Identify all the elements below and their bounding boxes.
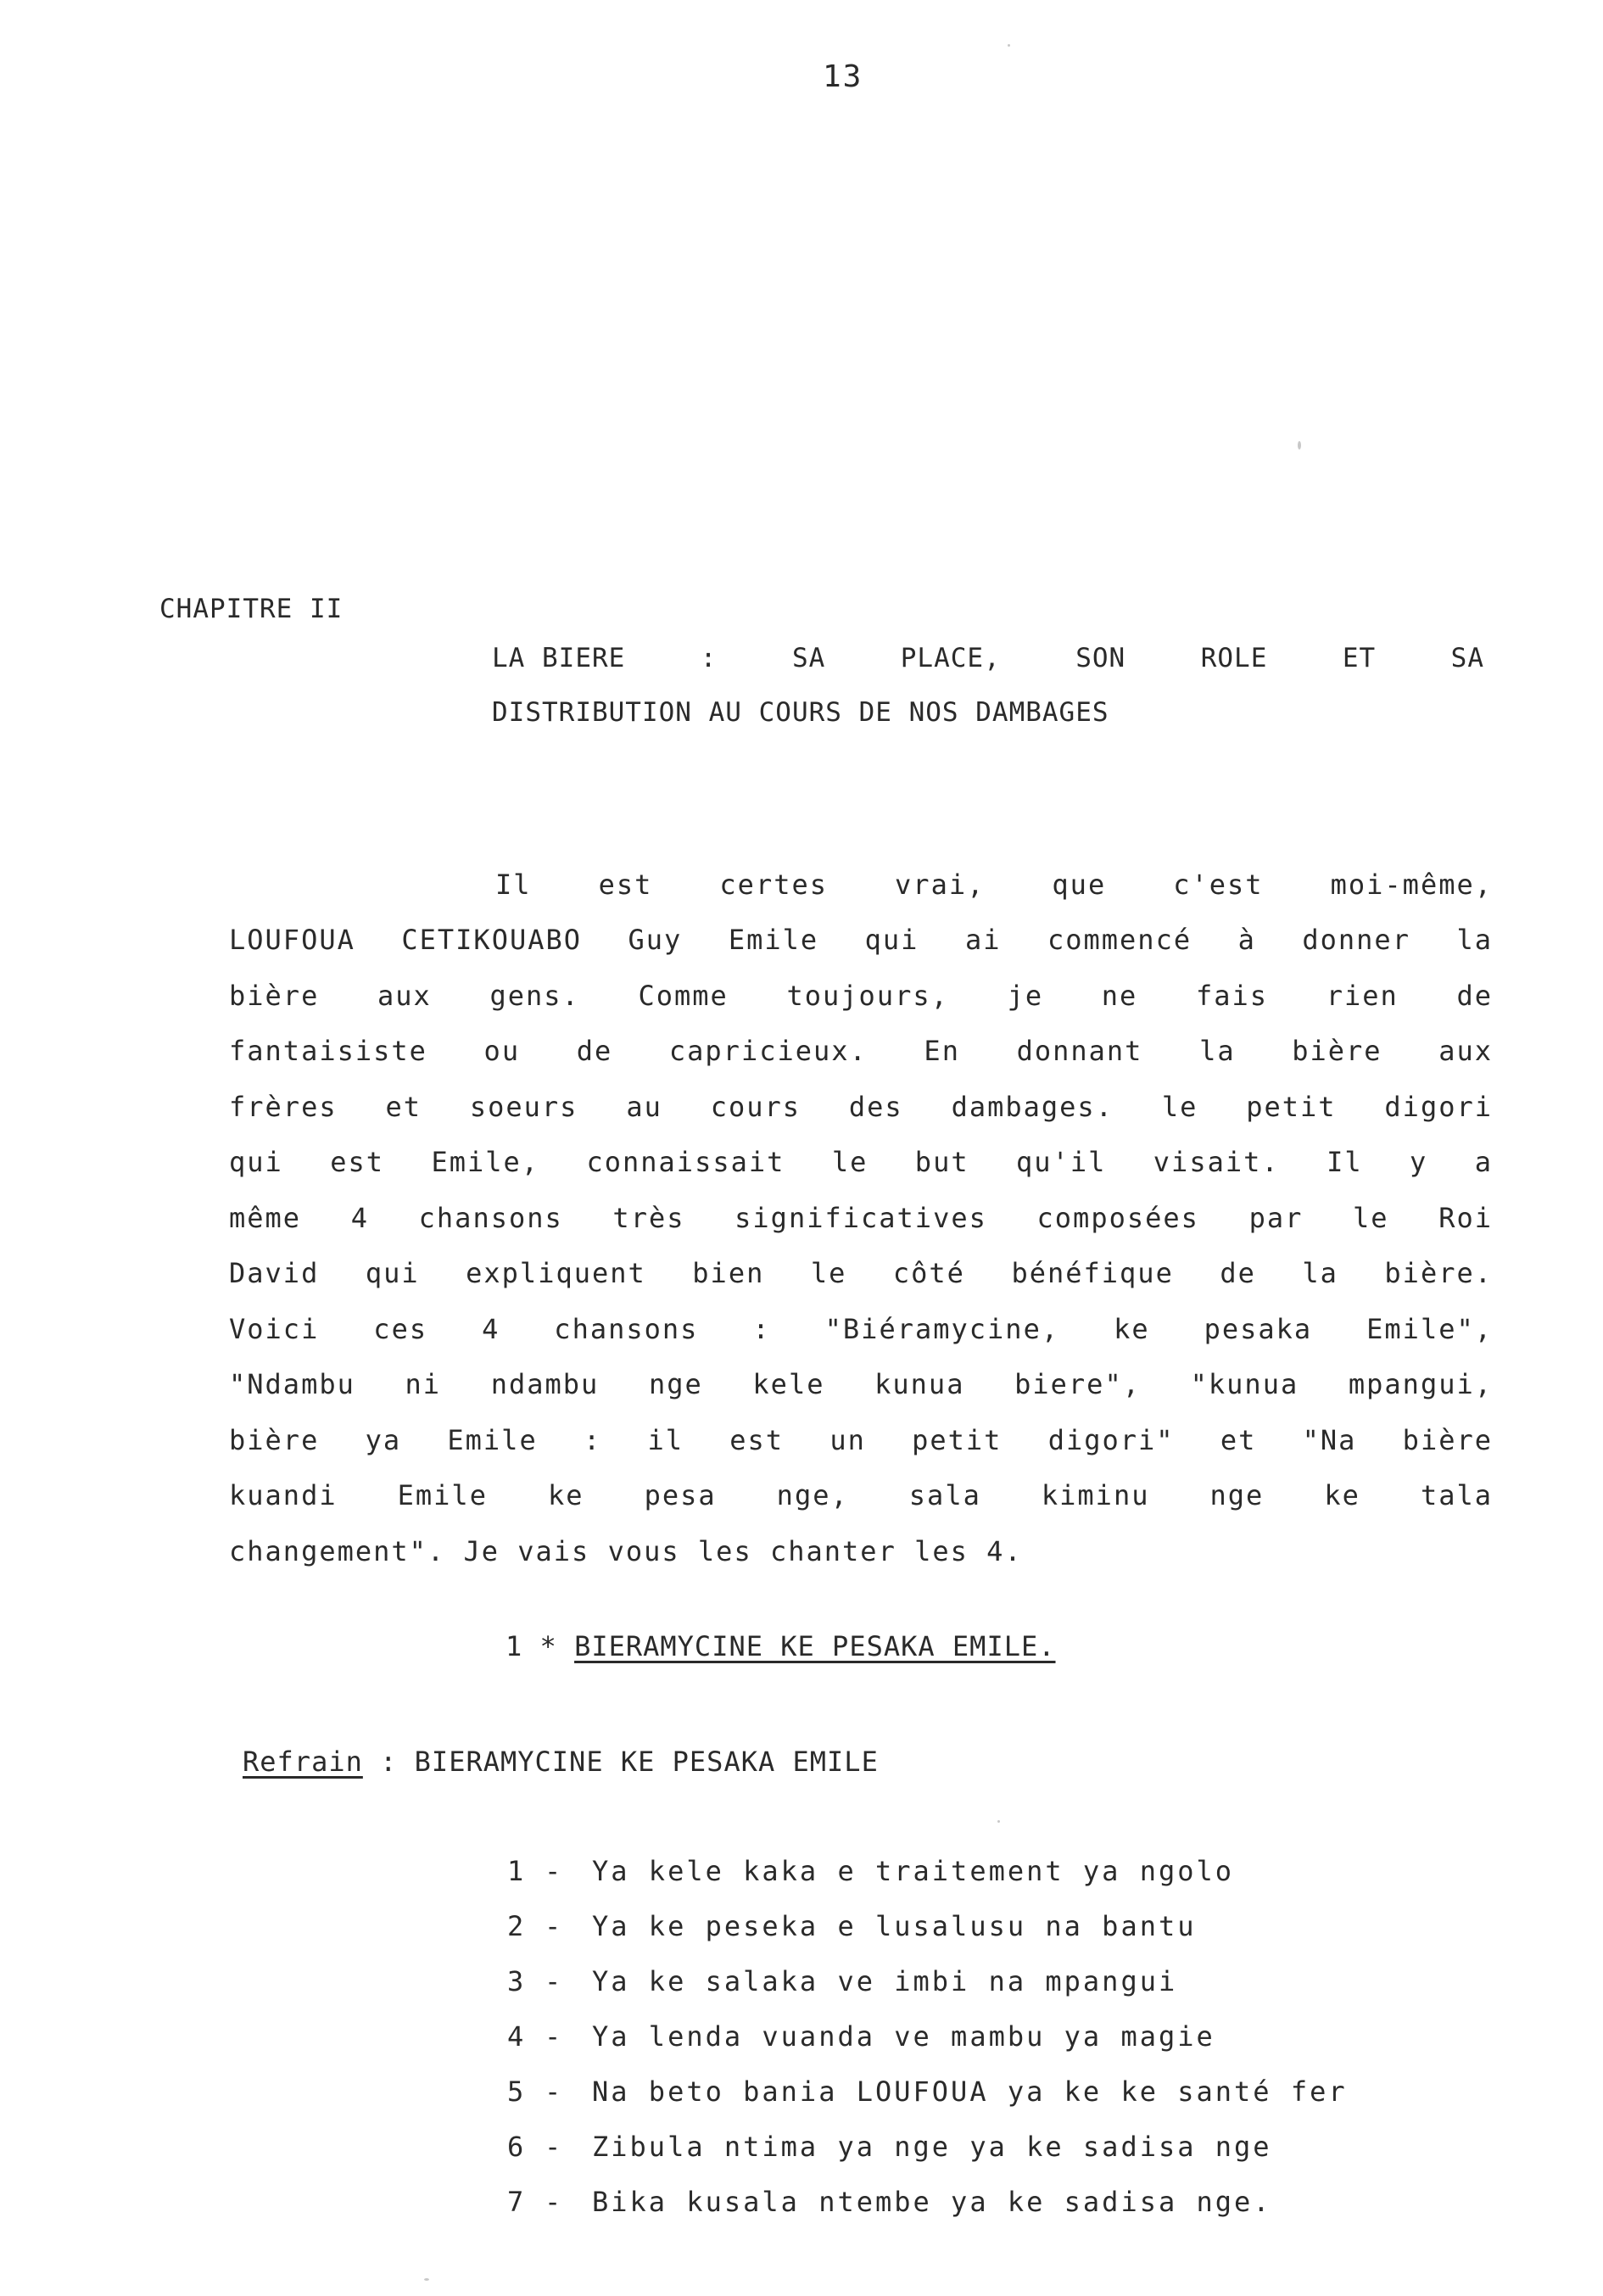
- paragraph-line: frères et soeurs au cours des dambages. le petit digori: [229, 1090, 1493, 1123]
- verse-dash: -: [545, 2185, 564, 2218]
- refrain-separator: :: [380, 1746, 398, 1778]
- paragraph-line: David qui expliquent bien le côté bénéfique de la bière.: [229, 1257, 1493, 1290]
- paragraph-line: LOUFOUA CETIKOUABO Guy Emile qui ai commencé à donner la: [229, 924, 1493, 957]
- page-number: 13: [823, 59, 863, 94]
- paragraph-line: bière aux gens. Comme toujours, je ne fais rien de: [229, 979, 1493, 1012]
- verse-number: 1: [507, 1854, 527, 1887]
- chapter-title-word: :: [700, 643, 718, 673]
- chapter-title-line2: DISTRIBUTION AU COURS DE NOS DAMBAGES: [492, 697, 1109, 728]
- paragraph-line: "Ndambu ni ndambu nge kele kunua biere", "kunua mpangui,: [229, 1368, 1493, 1401]
- verse-text: Zibula ntima ya nge ya ke sadisa nge: [592, 2130, 1272, 2163]
- scan-speck: [997, 1820, 1000, 1823]
- verse-text: Ya ke salaka ve imbi na mpangui: [592, 1964, 1178, 1997]
- chapter-title-word: ET: [1342, 643, 1377, 673]
- verse-number: 6: [507, 2130, 527, 2163]
- verse-dash: -: [545, 1909, 564, 1942]
- song-marker: *: [539, 1630, 557, 1662]
- paragraph-line: Il est certes vrai, que c'est moi-même,: [495, 868, 1493, 901]
- verse-number: 2: [507, 1909, 527, 1942]
- verse-number: 3: [507, 1964, 527, 1997]
- verse-text: Ya lenda vuanda ve mambu ya magie: [592, 2019, 1215, 2053]
- body-paragraph: [229, 857, 1493, 1579]
- refrain-label: Refrain: [243, 1746, 363, 1778]
- scan-speck: [424, 2278, 429, 2281]
- song-title: BIERAMYCINE KE PESAKA EMILE.: [574, 1630, 1056, 1662]
- verse-list: [507, 1843, 1348, 2229]
- chapter-title-word: ROLE: [1200, 643, 1268, 673]
- verse-item: [507, 1953, 1348, 2008]
- verse-dash: -: [545, 2019, 564, 2053]
- refrain: [243, 1746, 879, 1778]
- verse-number: 4: [507, 2019, 527, 2053]
- verse-dash: -: [545, 2075, 564, 2108]
- song-heading: [505, 1630, 1056, 1662]
- verse-number: 7: [507, 2185, 527, 2218]
- verse-dash: -: [545, 1964, 564, 1997]
- paragraph-line: fantaisiste ou de capricieux. En donnant la bière aux: [229, 1035, 1493, 1068]
- refrain-text: BIERAMYCINE KE PESAKA EMILE: [414, 1746, 879, 1778]
- chapter-title-word: SA: [1450, 643, 1484, 673]
- verse-number: 5: [507, 2075, 527, 2108]
- verse-text: Ya ke peseka e lusalusu na bantu: [592, 1909, 1197, 1942]
- paragraph-line: même 4 chansons très significatives composées par le Roi: [229, 1201, 1493, 1234]
- verse-dash: -: [545, 2130, 564, 2163]
- verse-item: [507, 1898, 1348, 1953]
- verse-item: [507, 1843, 1348, 1898]
- verse-item: [507, 2174, 1348, 2229]
- scan-speck: [1008, 44, 1010, 47]
- verse-item: [507, 2119, 1348, 2174]
- chapter-title-line1: [492, 643, 1484, 673]
- verse-text: Ya kele kaka e traitement ya ngolo: [592, 1854, 1235, 1887]
- chapter-title-word: LA BIERE: [492, 643, 626, 673]
- chapter-title-word: SON: [1075, 643, 1126, 673]
- verse-dash: -: [545, 1854, 564, 1887]
- verse-text: Na beto bania LOUFOUA ya ke ke santé fer: [592, 2075, 1348, 2108]
- verse-item: [507, 2064, 1348, 2119]
- verse-text: Bika kusala ntembe ya ke sadisa nge.: [592, 2185, 1272, 2218]
- verse-item: [507, 2008, 1348, 2064]
- paragraph-line: qui est Emile, connaissait le but qu'il visait. Il y a: [229, 1146, 1493, 1179]
- chapter-title-word: SA: [791, 643, 826, 673]
- paragraph-line: kuandi Emile ke pesa nge, sala kiminu nge ke tala: [229, 1479, 1493, 1512]
- scan-speck: [1298, 441, 1301, 450]
- paragraph-line: bière ya Emile : il est un petit digori" et "Na bière: [229, 1423, 1493, 1456]
- song-number: 1: [505, 1630, 523, 1662]
- paragraph-line: Voici ces 4 chansons : "Biéramycine, ke pesaka Emile",: [229, 1312, 1493, 1345]
- chapter-title-word: PLACE,: [900, 643, 1001, 673]
- chapter-label: CHAPITRE II: [159, 594, 344, 624]
- paragraph-line: changement". Je vais vous les chanter les 4.: [229, 1534, 1023, 1567]
